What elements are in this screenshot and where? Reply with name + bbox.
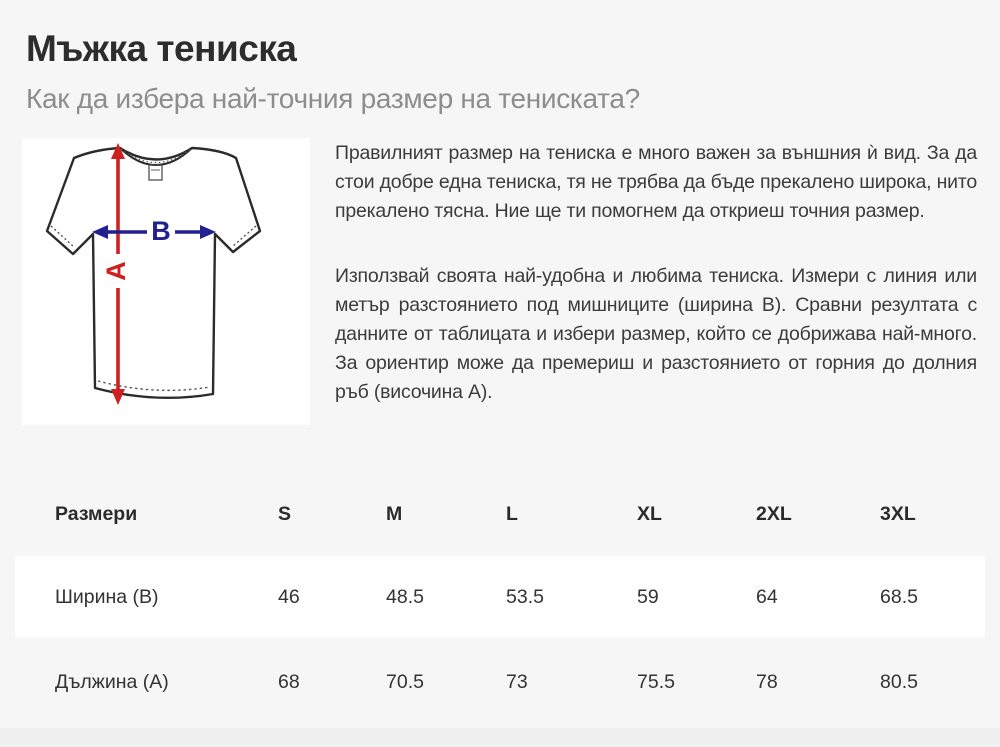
length-value-s: 68: [278, 670, 300, 693]
width-value-s: 46: [278, 585, 300, 608]
width-value-xl: 59: [637, 585, 659, 608]
length-value-l: 73: [506, 670, 528, 693]
width-value-3xl: 68.5: [880, 585, 918, 608]
table-row-width: [15, 556, 985, 638]
size-table-header-row: [15, 472, 985, 556]
page-subtitle: Как да избера най-точния размер на тениската?: [26, 83, 640, 114]
width-value-l: 53.5: [506, 585, 544, 608]
header-cell-l: L: [506, 502, 518, 525]
intro-text: [335, 139, 977, 407]
width-value-2xl: 64: [756, 585, 778, 608]
table-row-length: [15, 638, 985, 726]
length-value-m: 70.5: [386, 670, 424, 693]
row-label-length: Дължина (A): [55, 670, 169, 693]
bottom-divider-strip: [0, 728, 1000, 747]
page-title: Мъжка тениска: [26, 28, 297, 69]
header-cell-xl: XL: [637, 502, 662, 525]
intro-paragraph-1: Правилният размер на тениска е много важен за външния ѝ вид. За да стои добре една тениска, тя не трябва да бъде прекалено широка, нито прекалено тясна. Ние ще ти помогнем да откриеш точния размер.: [335, 142, 977, 222]
length-value-3xl: 80.5: [880, 670, 918, 693]
header-cell-m: M: [386, 502, 403, 525]
tshirt-diagram-svg: [22, 138, 310, 425]
length-value-2xl: 78: [756, 670, 778, 693]
intro-paragraph-2: Използвай своята най-удобна и любима тениска. Измери с линия или метър разстоянието под мишниците (ширина B). Сравни резултата с данните от таблицата и избери размер, който се добрижава най-много. За ориентир може да премериш и разстоянието от горния до долния ръб (височина A).: [335, 265, 977, 403]
diagram-label-b: B: [151, 216, 171, 247]
diagram-label-a: A: [101, 261, 132, 281]
tshirt-outline: [47, 148, 260, 398]
row-label-width: Ширина (B): [55, 585, 159, 608]
length-value-xl: 75.5: [637, 670, 675, 693]
width-value-m: 48.5: [386, 585, 424, 608]
header-cell-3xl: 3XL: [880, 502, 916, 525]
header-cell-s: S: [278, 502, 292, 525]
header-cell-sizes: Размери: [55, 502, 138, 525]
tshirt-size-diagram: [22, 138, 310, 425]
header-cell-2xl: 2XL: [756, 502, 792, 525]
